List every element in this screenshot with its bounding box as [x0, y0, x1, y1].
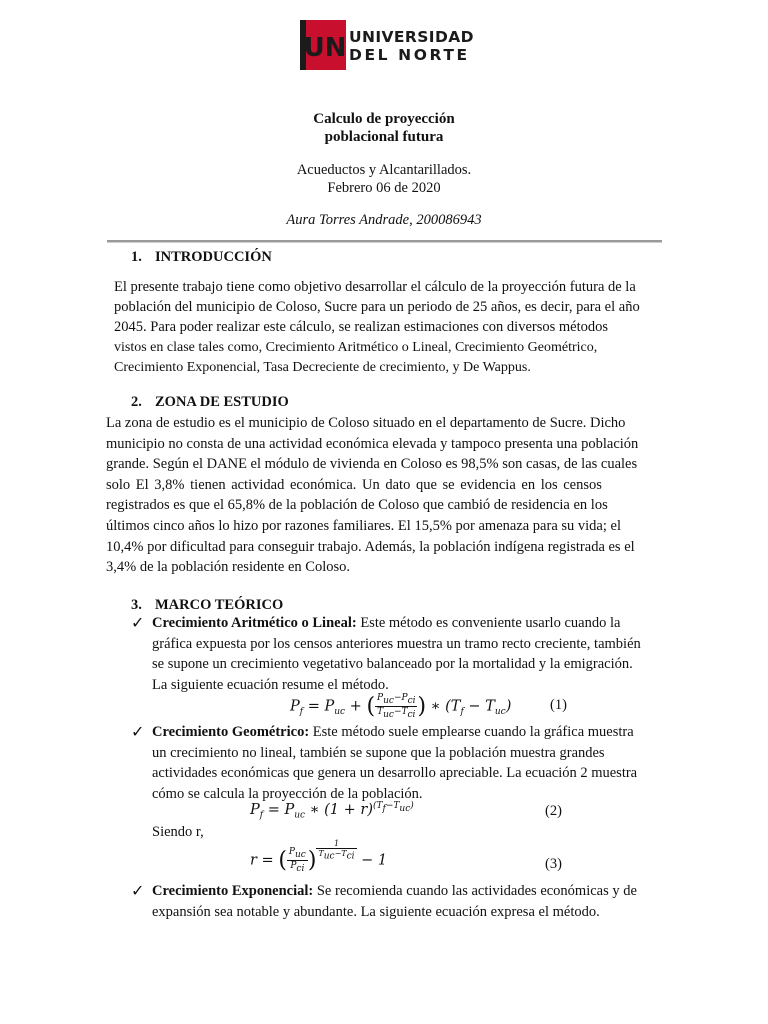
paragraph-line	[152, 722, 662, 743]
logo-line-2: DEL NORTE	[349, 46, 470, 64]
paragraph-line: actividades económicas que genera un desarrollo apreciable. La ecuación 2 muestra	[152, 765, 638, 782]
paragraph-line: se supone un crecimiento vegetativo balanceado por la mortalidad y la emigración.	[152, 656, 633, 673]
paragraph-line: 3,4% de la población residente en Coloso.	[106, 559, 351, 576]
section-title: INTRODUCCIÓN	[155, 249, 272, 265]
equation-1-number: (1)	[550, 697, 567, 713]
course-name: Acueductos y Alcantarillados.	[296, 162, 472, 178]
equation-2-number: (2)	[545, 803, 562, 819]
siendo-text: Siendo r,	[152, 824, 204, 840]
equation-1: $P_f = P_{uc}$ + ( $\frac{P_{uc}-P_{ci}}{T_{uc}-T_{ci}}$ ) ∗ $(T_f - T_{uc})$	[290, 693, 512, 720]
title-line-2: poblacional futura	[324, 129, 444, 145]
section-title: MARCO TEÓRICO	[155, 597, 284, 613]
paragraph-line: población del municipio de Coloso, Sucre para un periodo de 25 años, es decir, para el año	[114, 299, 640, 316]
document-date: Febrero 06 de 2020	[327, 180, 441, 196]
title-line-1: Calculo de proyección	[313, 111, 455, 127]
method-intro: Este método suele emplearse cuando la gráfica muestra	[309, 724, 634, 740]
document-subtitle	[0, 161, 768, 197]
paragraph-line: gráfica expuesta por los censos anteriores muestra un tramo recto creciente, también	[152, 635, 641, 652]
geometrico-block	[152, 722, 662, 804]
equation-3-number: (3)	[545, 856, 562, 872]
paragraph-line: municipio no consta de una actividad económica elevada y tampoco presenta una población	[106, 435, 639, 452]
method-label: Crecimiento Geométrico:	[152, 724, 310, 740]
emblem-letters: UN	[303, 33, 346, 63]
un-emblem-icon	[300, 20, 346, 70]
equation-2: $P_f = P_{uc}$ ∗ $(1 + r)^{(T_f-T_{uc})}$	[250, 801, 414, 821]
checkmark-icon: ✓	[131, 883, 145, 900]
logo-line-1: UNIVERSIDAD	[349, 28, 474, 46]
section-number: 2.	[131, 394, 142, 410]
section-heading-marco	[131, 597, 283, 614]
section-title: ZONA DE ESTUDIO	[155, 394, 289, 410]
paragraph-line: registrados es que el 65,8% de la población de Coloso que cambió de residencia en los	[106, 497, 608, 514]
university-logo	[300, 20, 474, 70]
paragraph-line: un crecimiento no lineal, también se supone que la población muestra grandes	[152, 744, 605, 761]
paragraph-line	[152, 881, 662, 902]
method-intro: Este método es conveniente usarlo cuando la	[356, 615, 621, 631]
aritmetico-block	[152, 613, 662, 695]
author-line: Aura Torres Andrade, 200086943	[286, 212, 482, 228]
paragraph-line: grande. Según el DANE el módulo de vivienda en Coloso es 98,5% son casas, de las cuales	[106, 456, 638, 473]
paragraph-line: expansión sea notable y abundante. La siguiente ecuación expresa el método.	[152, 903, 600, 920]
header-divider	[107, 240, 662, 243]
intro-paragraph	[114, 277, 654, 378]
section-number: 1.	[131, 249, 142, 265]
paragraph-line: vistos en clase tales como, Crecimiento Aritmético o Lineal, Crecimiento Geométrico,	[114, 339, 598, 355]
exponencial-block	[152, 881, 662, 922]
paragraph-line: La zona de estudio es el municipio de Coloso situado en el departamento de Sucre. Dicho	[106, 415, 626, 431]
section-heading-zona	[131, 394, 289, 411]
checkmark-icon: ✓	[131, 615, 145, 632]
paragraph-line: solo El 3,8% tienen actividad económica. Un dato que se evidencia en los censos	[106, 476, 602, 493]
method-label: Crecimiento Aritmético o Lineal:	[152, 615, 357, 631]
checkmark-icon: ✓	[131, 724, 145, 741]
paragraph-line: La siguiente ecuación resume el método.	[152, 676, 389, 693]
document-title	[0, 110, 768, 146]
paragraph-line: El presente trabajo tiene como objetivo desarrollar el cálculo de la proyección futura de la	[114, 279, 636, 295]
paragraph-line	[152, 613, 662, 634]
method-intro: Se recomienda cuando las actividades económicas y de	[313, 883, 637, 899]
section-number: 3.	[131, 597, 142, 613]
method-label: Crecimiento Exponencial:	[152, 883, 314, 899]
zona-paragraph	[106, 413, 656, 578]
section-heading-introduccion	[131, 249, 272, 266]
paragraph-line: 2045. Para poder realizar este cálculo, se realizan estimaciones con diversos métodos	[114, 319, 609, 336]
paragraph-line: 10,4% por dificultad para conseguir trabajo. Además, la población indígena registrada es el	[106, 538, 635, 555]
paragraph-line: Crecimiento Exponencial, Tasa Decreciente de crecimiento, y De Wappus.	[114, 359, 531, 375]
equation-3: r = ( $\frac{P_{uc}}{P_{ci}}$ ) $^{\frac{1}{T_{uc}-T_{ci}}}$ − 1	[250, 839, 388, 874]
paragraph-line: últimos cinco años lo hizo por razones familiares. El 15,5% por amenaza para su vida; el	[106, 517, 621, 534]
paragraph-line: cómo se calcula la proyección de la población.	[152, 785, 423, 802]
